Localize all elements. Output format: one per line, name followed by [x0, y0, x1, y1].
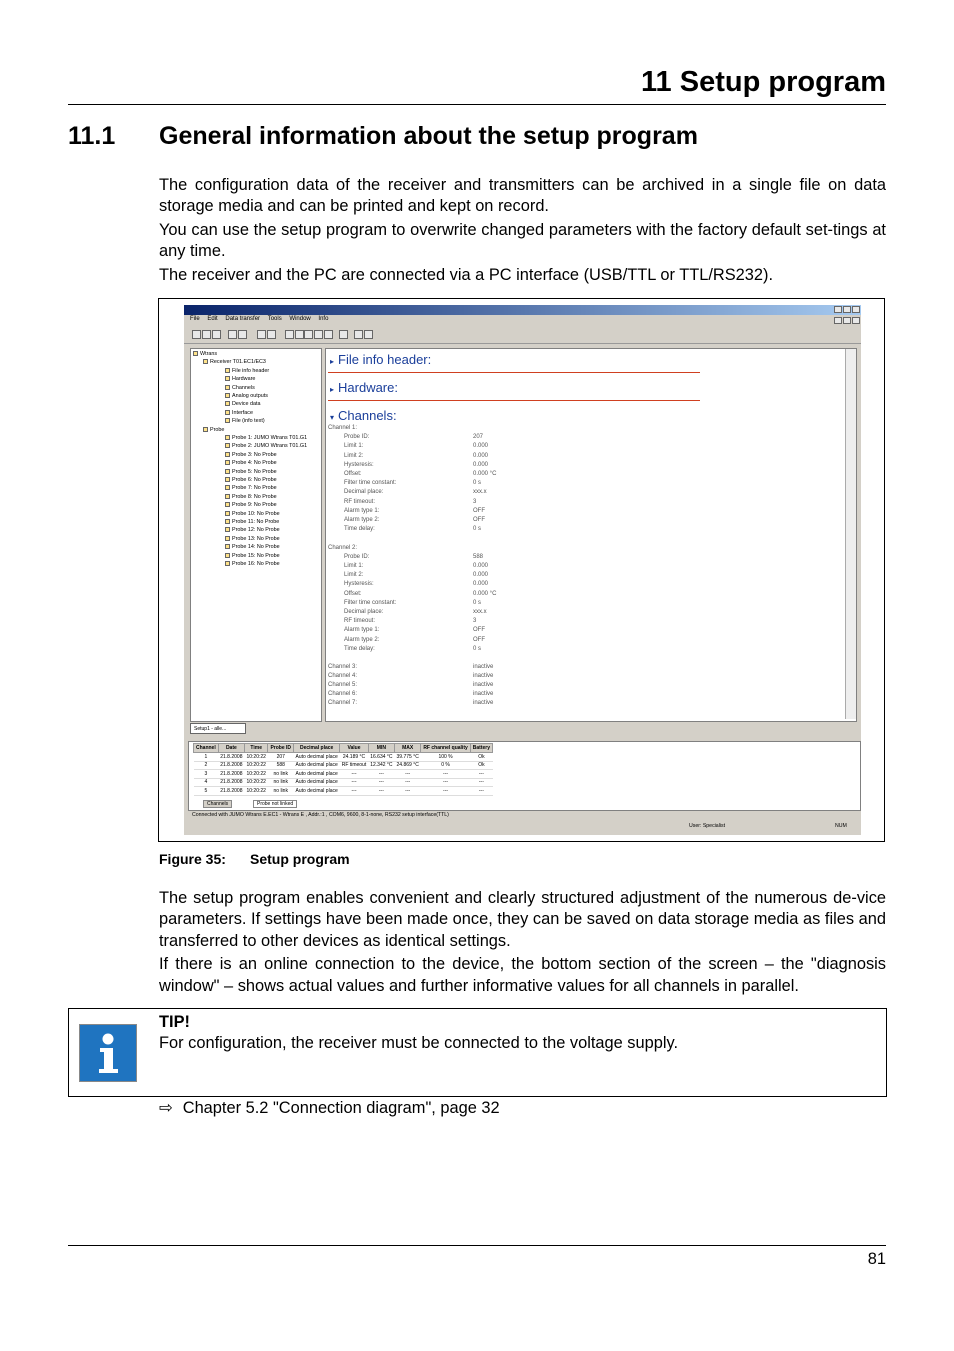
tree-node-icon: [225, 385, 230, 390]
tree-item-label: Probe 3: No Probe: [232, 451, 277, 458]
tree-item[interactable]: [225, 494, 277, 500]
parameter-value: xxx.x: [473, 609, 487, 615]
section-hardware[interactable]: ▸ Hardware:: [330, 380, 398, 395]
section-file-info-header[interactable]: ▸ File info header:: [330, 352, 432, 367]
table-cell: 21.8.2008: [220, 770, 243, 777]
parameter-value: inactive: [473, 691, 494, 698]
section-number: 11.1: [68, 122, 116, 150]
parameter-name: Decimal place:: [344, 489, 384, 496]
table-cell: ---: [368, 787, 394, 796]
tree-item[interactable]: [225, 477, 277, 483]
doc-close-button[interactable]: [852, 317, 860, 324]
table-cell: 0 %: [421, 761, 470, 770]
table-cell: ---: [395, 787, 421, 796]
parameter-name: Hysteresis:: [344, 461, 374, 468]
intro-paragraph-1: The configuration data of the receiver and transmitters can be archived in a single file on data storage media and can be printed and kept on record.: [159, 176, 886, 216]
parameter-name: Offset:: [344, 590, 362, 597]
tree-item[interactable]: [203, 427, 224, 433]
tree-item[interactable]: [225, 511, 280, 517]
tree-item-label: Probe 9: No Probe: [232, 502, 277, 509]
tree-item-label: Interface: [232, 409, 253, 416]
table-cell: 10:20:22: [246, 787, 266, 794]
parameter-value: 0.000 °C: [473, 471, 497, 477]
parameter-value: OFF: [473, 517, 485, 523]
toolbar-button-icon[interactable]: [212, 330, 221, 339]
table-cell: ---: [340, 778, 368, 787]
tree-node-icon: [225, 561, 230, 566]
toolbar-button-icon[interactable]: [267, 330, 276, 339]
parameter-value: 0 s: [473, 480, 482, 487]
column-header[interactable]: MAX: [395, 744, 421, 753]
table-cell: ---: [470, 787, 492, 796]
table-cell: Auto decimal place: [295, 779, 338, 786]
vertical-scrollbar[interactable]: [845, 349, 856, 719]
menu-bar: [184, 316, 861, 326]
table-cell: ---: [470, 770, 492, 779]
table-cell: 21.8.2008: [220, 753, 243, 760]
table-cell: 21.8.2008: [220, 779, 243, 786]
tree-item[interactable]: [225, 443, 307, 449]
tab-channels[interactable]: Channels: [203, 800, 232, 808]
column-header[interactable]: Time: [244, 744, 267, 753]
header-rule: [68, 104, 886, 105]
parameter-value: inactive: [473, 700, 494, 707]
channel-label: Channel 1:: [328, 425, 358, 431]
channel-label: Channel 6:: [328, 691, 358, 698]
parameter-name: Limit 2:: [344, 572, 364, 579]
section-label: Hardware:: [338, 380, 398, 395]
parameter-value: xxx.x: [473, 489, 487, 496]
toolbar-button-icon[interactable]: [339, 330, 348, 339]
intro-paragraph-3: The receiver and the PC are connected via a PC interface (USB/TTL or TTL/RS232).: [159, 266, 774, 285]
parameter-name: Filter time constant:: [344, 480, 397, 487]
parameter-name: Limit 1:: [344, 443, 364, 450]
channel-label: Channel 3:: [328, 663, 358, 670]
tree-node-icon: [225, 418, 230, 423]
divider: [328, 400, 700, 401]
table-cell: 4: [194, 778, 219, 787]
table-cell: 10:20:22: [246, 753, 266, 760]
tree-item[interactable]: [193, 351, 217, 357]
diagnosis-table: [193, 743, 493, 796]
table-cell: ---: [368, 778, 394, 787]
menu-file[interactable]: File: [190, 316, 200, 322]
toolbar-button-icon[interactable]: [324, 330, 333, 339]
tree-item[interactable]: [225, 561, 280, 567]
table-cell: 1: [194, 753, 219, 762]
table-cell: no link: [268, 787, 294, 796]
tree-node-icon: [225, 511, 230, 516]
arrow-right-icon: ⇨: [159, 1099, 173, 1117]
setup-program-screenshot: [184, 305, 861, 835]
parameter-name: Limit 2:: [344, 452, 364, 459]
column-header[interactable]: MIN: [368, 744, 394, 753]
table-cell: ---: [421, 770, 470, 779]
chapter-title: 11 Setup program: [641, 66, 886, 98]
tree-node-icon: [225, 443, 230, 448]
toolbar: [184, 327, 861, 344]
tree-node-icon: [225, 460, 230, 465]
channel-label: Channel 2:: [328, 544, 358, 551]
parameter-value: OFF: [473, 627, 485, 634]
intro-paragraph-2: You can use the setup program to overwrite changed parameters with the factory default set-tings at any time.: [159, 221, 886, 261]
tree-node-icon: [225, 527, 230, 532]
info-icon: [79, 1024, 137, 1082]
table-cell: 10:20:22: [246, 770, 266, 777]
parameter-name: Decimal place:: [344, 609, 384, 615]
channel-label: Channel 4:: [328, 672, 358, 679]
tip-text: For configuration, the receiver must be connected to the voltage supply.: [159, 1034, 679, 1052]
toolbar-button-icon[interactable]: [285, 330, 294, 339]
tree-node-icon: [225, 452, 230, 457]
section-label: File info header:: [338, 352, 432, 367]
toolbar-button-icon[interactable]: [257, 330, 266, 339]
toolbar-button-icon[interactable]: [238, 330, 247, 339]
parameter-name: Alarm type 1:: [344, 627, 380, 634]
section-label: Channels:: [338, 408, 397, 423]
tree-item[interactable]: [225, 401, 260, 407]
tree-item[interactable]: [203, 359, 266, 365]
tree-item-label: Receiver T01.EC1/EC3: [210, 359, 266, 366]
table-cell: ---: [395, 778, 421, 787]
tree-item-label: Probe 7: No Probe: [232, 485, 277, 492]
tree-node-icon: [225, 410, 230, 415]
body-paragraph-1: The setup program enables convenient and clearly structured adjustment of the numerous de-vice parameters. If settings have been made once, they can be saved on data storage media as files and transferred to other devices as identical settings.: [159, 889, 886, 950]
table-cell: 100 %: [421, 753, 470, 762]
tab-probe-not-linked[interactable]: Probe not linked: [253, 800, 297, 808]
tree-item-label: Wtrans: [200, 351, 218, 357]
tree-node-icon: [225, 469, 230, 474]
table-cell: no link: [268, 778, 294, 787]
table-cell: 207: [268, 753, 294, 762]
table-cell: Ok: [470, 753, 492, 762]
tree-item-label: Analog outputs: [232, 393, 268, 399]
parameter-value: 0.000 °C: [473, 590, 497, 597]
column-header[interactable]: Value: [340, 744, 368, 753]
doc-minimize-button[interactable]: [834, 317, 842, 324]
table-cell: Auto decimal place: [295, 753, 338, 760]
table-cell: Ok: [470, 761, 492, 770]
tree-item-label: Probe 8: No Probe: [232, 493, 277, 500]
tree-item-label: Probe 16: No Probe: [232, 561, 280, 567]
channel-label: Channel 7:: [328, 700, 358, 707]
tree-item[interactable]: [225, 527, 280, 533]
tip-heading: TIP!: [159, 1013, 190, 1031]
tree-item-label: Probe 11: No Probe: [232, 519, 280, 525]
tree-item-label: Probe 2: JUMO Wtrans T01.G1: [232, 443, 308, 450]
tree-node-icon: [225, 376, 230, 381]
parameter-name: Probe ID:: [344, 553, 370, 560]
tree-item[interactable]: [225, 553, 280, 559]
parameter-value: 588: [473, 553, 484, 560]
parameter-value: inactive: [473, 672, 494, 679]
tree-item[interactable]: [225, 385, 255, 391]
table-cell: ---: [421, 778, 470, 787]
tree-item[interactable]: [225, 418, 265, 424]
parameter-value: 0 s: [473, 645, 482, 652]
menu-window[interactable]: Window: [289, 316, 311, 322]
parameter-name: Hysteresis:: [344, 581, 374, 588]
table-cell: ---: [395, 770, 421, 779]
tree-node-icon: [225, 401, 230, 406]
close-button[interactable]: [852, 306, 860, 313]
tree-item[interactable]: [225, 485, 277, 491]
parameter-value: inactive: [473, 663, 494, 670]
tree-item-label: File (info text): [232, 418, 265, 425]
parameter-value: 3: [473, 498, 477, 505]
table-cell: RF timeout: [341, 762, 367, 769]
tree-item[interactable]: [225, 460, 277, 466]
parameter-value: 0.000: [473, 572, 489, 579]
table-cell: 10:20:22: [246, 779, 266, 786]
parameter-value: 0.000: [473, 563, 489, 569]
tree-item-label: Probe 15: No Probe: [232, 552, 280, 559]
parameter-view: [325, 348, 857, 722]
tree-item[interactable]: [225, 519, 279, 525]
doc-restore-button[interactable]: [843, 317, 851, 324]
table-cell: Auto decimal place: [295, 787, 338, 794]
toolbar-button-icon[interactable]: [304, 330, 313, 339]
footer-rule: [68, 1245, 886, 1246]
parameter-value: OFF: [473, 507, 485, 514]
tree-node-icon: [225, 393, 230, 398]
tree-item[interactable]: [225, 368, 269, 374]
table-cell: 588: [268, 761, 294, 770]
toolbar-button-icon[interactable]: [228, 330, 237, 339]
tree-node-icon: [225, 435, 230, 440]
table-row[interactable]: [194, 761, 493, 770]
parameter-name: RF timeout:: [344, 618, 376, 625]
tree-node-icon: [225, 502, 230, 507]
tree-node-icon: [225, 477, 230, 482]
tree-item-label: Probe: [210, 426, 225, 433]
navigation-tree: [190, 348, 322, 722]
tree-item-label: Probe 5: No Probe: [232, 468, 277, 475]
table-cell: Auto decimal place: [295, 770, 338, 777]
section-channels[interactable]: ▾ Channels:: [330, 408, 397, 423]
tree-node-icon: [225, 544, 230, 549]
parameter-value: 0.000: [473, 443, 489, 450]
status-connection: Connected with JUMO Wtrans E.EC1 - Wtrans E , Addr.:1 , COM6, 9600, 8-1-none, RS232 setup interface(TTL): [192, 812, 449, 818]
column-header[interactable]: RF channel quality: [421, 744, 470, 753]
column-header[interactable]: Battery: [470, 744, 492, 753]
maximize-button[interactable]: [843, 306, 851, 313]
divider: [328, 372, 700, 373]
menu-info[interactable]: Info: [318, 316, 329, 322]
body-paragraph-2: If there is an online connection to the device, the bottom section of the screen – the "diagnosis window" – shows actual values and further informative values for all channels in parallel.: [159, 955, 886, 995]
table-cell: 16.634 °C: [370, 753, 393, 760]
parameter-name: Limit 1:: [344, 563, 364, 569]
cross-reference-text: Chapter 5.2 "Connection diagram", page 32: [182, 1099, 500, 1117]
toolbar-button-icon[interactable]: [295, 330, 304, 339]
column-header[interactable]: Probe ID: [268, 744, 294, 753]
parameter-value: inactive: [473, 681, 494, 688]
tree-node-icon: [225, 519, 230, 524]
tree-item-label: Channels: [232, 384, 255, 391]
tree-item[interactable]: [225, 502, 277, 508]
table-cell: 21.8.2008: [220, 787, 243, 794]
table-cell: 24.189 °C: [340, 753, 368, 762]
tree-node-icon: [203, 359, 208, 364]
tree-item[interactable]: [225, 410, 253, 416]
tree-item-label: Probe 12: No Probe: [232, 527, 280, 534]
table-row[interactable]: [194, 753, 493, 762]
tree-item[interactable]: [225, 393, 268, 399]
menu-edit[interactable]: Edit: [207, 316, 218, 322]
table-cell: 12.342 °C: [370, 762, 393, 769]
parameter-name: Alarm type 1:: [344, 507, 380, 514]
tree-item-label: Hardware: [232, 376, 256, 383]
table-cell: ---: [470, 778, 492, 787]
window-titlebar: [184, 305, 861, 315]
table-cell: 39.775 °C: [396, 753, 419, 760]
column-header[interactable]: Decimal place: [294, 744, 340, 753]
tree-node-icon: [193, 351, 198, 356]
parameter-name: Probe ID:: [344, 434, 370, 441]
tree-node-icon: [225, 368, 230, 373]
tree-item-label: Probe 1: JUMO Wtrans T01.G1: [232, 435, 308, 441]
parameter-value: 0.000: [473, 461, 489, 468]
toolbar-button-icon[interactable]: [202, 330, 211, 339]
diagnosis-window: [188, 741, 861, 811]
section-title: General information about the setup program: [159, 122, 698, 150]
intro-text: [159, 175, 886, 289]
table-row[interactable]: [194, 778, 493, 787]
tree-item-label: File info header: [232, 367, 270, 374]
table-cell: 5: [194, 787, 219, 796]
tree-item[interactable]: [225, 435, 307, 441]
figure-caption-text: Setup program: [250, 851, 350, 867]
tree-node-icon: [225, 494, 230, 499]
tree-item[interactable]: [225, 544, 280, 550]
tree-item[interactable]: [225, 536, 280, 542]
toolbar-button-icon[interactable]: [192, 330, 201, 339]
parameter-name: Alarm type 2:: [344, 636, 380, 643]
status-bar: [184, 823, 861, 833]
parameter-value: 0.000: [473, 452, 489, 459]
tree-node-icon: [225, 485, 230, 490]
table-cell: 24.869 °C: [396, 762, 419, 769]
parameter-name: Alarm type 2:: [344, 517, 380, 523]
cross-reference[interactable]: [159, 1098, 500, 1118]
channel-label: Channel 5:: [328, 681, 358, 688]
tree-item[interactable]: [225, 469, 277, 475]
menu-data-transfer[interactable]: Data transfer: [225, 316, 261, 322]
document-tab[interactable]: Setup1 - alle...: [190, 723, 246, 734]
table-cell: no link: [268, 770, 294, 779]
parameter-name: RF timeout:: [344, 498, 376, 505]
tree-item-label: Probe 14: No Probe: [232, 544, 280, 551]
table-cell: Auto decimal place: [295, 762, 338, 769]
tree-item-label: Device data: [232, 401, 261, 408]
parameter-name: Filter time constant:: [344, 599, 397, 606]
column-header[interactable]: Date: [218, 744, 244, 753]
status-num: NUM: [835, 823, 847, 829]
column-header[interactable]: Channel: [194, 744, 219, 753]
status-user: User: Specialist: [689, 823, 726, 829]
tree-item-label: Probe 4: No Probe: [232, 460, 277, 467]
tree-item[interactable]: [225, 452, 277, 458]
figure-label: Figure 35:: [159, 851, 226, 867]
table-cell: 3: [194, 770, 219, 779]
table-cell: ---: [368, 770, 394, 779]
tree-item[interactable]: [225, 376, 255, 382]
tree-item-label: Probe 6: No Probe: [232, 477, 277, 483]
tree-item-label: Probe 13: No Probe: [232, 535, 280, 542]
tree-node-icon: [225, 536, 230, 541]
toolbar-button-icon[interactable]: [364, 330, 373, 339]
tree-node-icon: [225, 553, 230, 558]
page-number: 81: [867, 1250, 886, 1268]
table-cell: ---: [421, 787, 470, 796]
table-row[interactable]: [194, 770, 493, 779]
parameter-value: 0 s: [473, 526, 482, 533]
figure-caption: [159, 851, 350, 867]
table-row[interactable]: [194, 787, 493, 796]
parameter-value: OFF: [473, 636, 485, 643]
minimize-button[interactable]: [834, 306, 842, 313]
parameter-value: 0.000: [473, 581, 489, 588]
table-cell: 10:20:22: [246, 762, 266, 769]
parameter-value: 3: [473, 618, 477, 625]
tree-node-icon: [203, 427, 208, 432]
toolbar-button-icon[interactable]: [314, 330, 323, 339]
body-text: [159, 888, 886, 999]
parameter-name: Time delay:: [344, 526, 375, 533]
parameter-value: 207: [473, 434, 484, 441]
parameter-value: 0 s: [473, 599, 482, 606]
toolbar-button-icon[interactable]: [354, 330, 363, 339]
table-cell: 2: [194, 761, 219, 770]
parameter-name: Offset:: [344, 471, 362, 477]
menu-tools[interactable]: Tools: [267, 316, 282, 322]
table-cell: ---: [340, 770, 368, 779]
table-cell: ---: [340, 787, 368, 796]
table-cell: 21.8.2008: [220, 762, 243, 769]
parameter-name: Time delay:: [344, 645, 375, 652]
tree-item-label: Probe 10: No Probe: [232, 510, 280, 517]
